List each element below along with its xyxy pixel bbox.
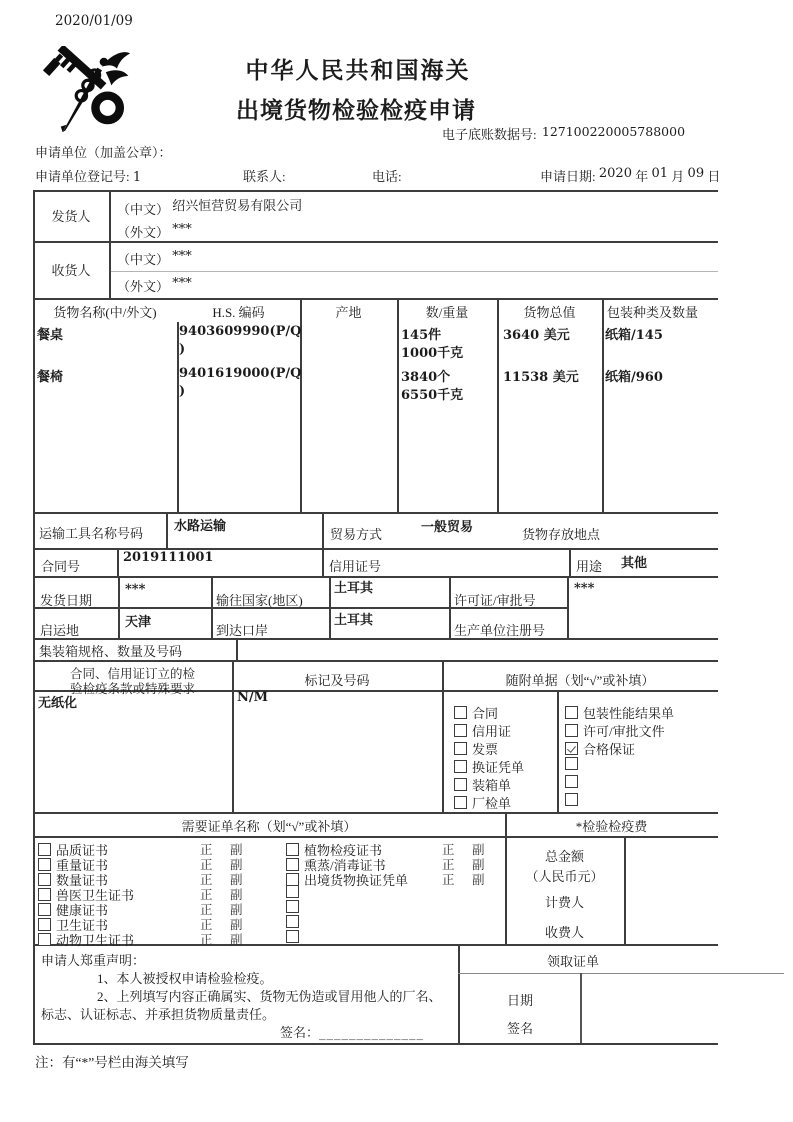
cert-option-label: 出境货物换证凭单 <box>304 873 409 888</box>
form-title: 中华人民共和国海关 <box>245 58 471 83</box>
vline-goods-4 <box>497 298 499 512</box>
phone-label: 电话: <box>372 169 402 184</box>
checkbox-icon[interactable] <box>565 775 578 788</box>
applicant-reg-label: 申请单位登记号: <box>35 169 130 184</box>
goods-row-qty2: 6550千克 <box>401 388 464 403</box>
pickup-header: 领取证单 <box>546 954 599 969</box>
line-declaration-top <box>33 944 718 946</box>
docs-header: 随附单据（划“√”或补填） <box>505 673 655 688</box>
line-consignor-consignee <box>33 241 718 243</box>
contract-label: 合同号 <box>41 559 81 574</box>
vline-docs-split <box>557 690 559 812</box>
departure-label: 启运地 <box>40 623 80 638</box>
cert-option-animal-sanitary[interactable] <box>38 930 243 949</box>
permit-value: *** <box>574 581 595 596</box>
trade-mode-label: 贸易方式 <box>330 527 383 542</box>
original-label: 正 <box>200 888 213 902</box>
goods-header-name: 货物名称(中/外文) <box>53 305 157 320</box>
pickup-vline <box>580 973 582 1043</box>
vline-contract-2 <box>322 548 324 576</box>
apply-date-label: 申请日期: <box>540 169 596 184</box>
signature-label: 签名： <box>280 1025 320 1040</box>
usage-label: 用途 <box>576 559 603 574</box>
fee-currency-label: （人民币元） <box>525 869 604 884</box>
marks-header: 标记及号码 <box>304 673 370 688</box>
checkbox-icon[interactable] <box>565 724 578 737</box>
line-transport-top <box>33 512 718 514</box>
cert-option-label: 数量证书 <box>56 873 109 888</box>
copy-label: 副 <box>230 858 243 872</box>
consignor-cn-line <box>117 199 302 218</box>
eledger-number: 127100220005788000 <box>541 124 686 139</box>
doc-option-packing-list[interactable] <box>454 775 511 794</box>
goods-row-qty1: 145件 <box>401 328 442 343</box>
clause-value: 无纸化 <box>38 695 78 710</box>
original-label: 正 <box>200 843 213 857</box>
consignee-label: 收货人 <box>51 263 91 278</box>
trade-mode-value: 一般贸易 <box>421 519 474 534</box>
original-label: 正 <box>442 858 455 872</box>
checkbox-icon[interactable] <box>454 760 467 773</box>
print-date: 2020/01/09 <box>55 13 133 29</box>
departure-value: 天津 <box>125 614 152 629</box>
cert-option-label: 熏蒸/消毒证书 <box>304 858 386 873</box>
checkbox-icon[interactable] <box>454 724 467 737</box>
eledger-label: 电子底账数据号: <box>442 127 537 142</box>
doc-option-permit-doc[interactable] <box>565 721 665 740</box>
fee-header: *检验检疫费 <box>575 819 648 834</box>
doc-option-label: 信用证 <box>472 724 512 739</box>
cert-option-label: 重量证书 <box>56 858 109 873</box>
contract-value: 2019111001 <box>123 550 214 565</box>
fee-collector-label: 收费人 <box>544 925 584 940</box>
copy-label: 副 <box>230 888 243 902</box>
dest-country-label: 输往国家(地区) <box>216 593 303 608</box>
consignor-fn-line <box>117 222 192 241</box>
arrival-value: 土耳其 <box>334 612 374 627</box>
marks-value: N/M <box>237 690 269 705</box>
vline-contract-3 <box>569 548 571 576</box>
doc-option-packaging-result[interactable] <box>565 703 674 722</box>
cert-option-label: 动物卫生证书 <box>56 933 135 948</box>
form-subtitle: 出境货物检验检疫申请 <box>236 98 476 123</box>
doc-option-label: 装箱单 <box>472 778 512 793</box>
goods-row-value: 11538 美元 <box>503 370 579 385</box>
vline-party-label <box>109 190 111 298</box>
eledger-line <box>442 124 685 143</box>
doc-option-label: 厂检单 <box>472 796 512 811</box>
line-shipdate-top <box>33 576 718 578</box>
apply-date-line <box>540 166 720 185</box>
vline-date-3 <box>329 576 331 638</box>
goods-row-hs2: ) <box>179 342 186 357</box>
apply-date-year: 2020 <box>598 166 632 181</box>
doc-option-blank[interactable] <box>565 775 583 791</box>
checkbox-icon[interactable] <box>286 900 299 913</box>
copy-label: 副 <box>472 858 485 872</box>
consignee-cn-line <box>117 249 192 268</box>
doc-option-lc[interactable] <box>454 721 511 740</box>
dest-country-value: 土耳其 <box>334 580 374 595</box>
checkbox-icon[interactable] <box>454 778 467 791</box>
doc-option-label: 合同 <box>472 706 499 721</box>
checkbox-icon[interactable] <box>565 793 578 806</box>
line-certs-content-top <box>33 836 718 838</box>
original-label: 正 <box>442 873 455 887</box>
clause-header-line1: 合同、信用证订立的检 <box>69 667 195 681</box>
vline-transport-2 <box>322 512 324 548</box>
consignor-cn-value: 绍兴恒营贸易有限公司 <box>172 198 303 213</box>
cert-option-exit-voucher[interactable] <box>286 870 485 889</box>
checkbox-icon[interactable] <box>286 930 299 943</box>
copy-label: 副 <box>472 873 485 887</box>
doc-option-voucher[interactable] <box>454 757 524 776</box>
checkbox-icon[interactable] <box>286 915 299 928</box>
goods-row-hs2: ) <box>179 384 186 399</box>
pickup-date-label: 日期 <box>507 993 534 1008</box>
doc-option-contract[interactable] <box>454 703 498 722</box>
producer-reg-label: 生产单位注册号 <box>454 623 546 638</box>
copy-label: 副 <box>230 918 243 932</box>
lc-label: 信用证号 <box>329 559 382 574</box>
copy-label: 副 <box>230 903 243 917</box>
clause-header-line2: 验检疫条款或特殊要求 <box>69 682 195 696</box>
month-char: 月 <box>671 169 685 184</box>
year-char: 年 <box>635 169 649 184</box>
certs-header: 需要证单名称（划“√”或补填） <box>181 819 357 834</box>
contact-label: 联系人: <box>243 169 286 184</box>
consignor-label: 发货人 <box>51 209 91 224</box>
cn-label: （中文） <box>117 202 170 217</box>
vline-date-5 <box>567 576 569 638</box>
cert-option-label: 健康证书 <box>56 903 109 918</box>
consignee-fn-value: *** <box>172 276 192 291</box>
line-certs-header-top <box>33 812 718 814</box>
checkbox-icon[interactable] <box>454 742 467 755</box>
applicant-reg-line <box>35 166 141 185</box>
storage-label: 货物存放地点 <box>522 527 601 542</box>
goods-row-hs: 9401619000(P/Q <box>179 366 302 381</box>
goods-row-qty1: 3840个 <box>401 370 451 385</box>
goods-header-qty: 数/重量 <box>425 305 469 320</box>
original-label: 正 <box>200 903 213 917</box>
doc-option-label: 许可/审批文件 <box>583 724 665 739</box>
doc-option-blank[interactable] <box>565 757 583 773</box>
cert-option-label: 卫生证书 <box>56 918 109 933</box>
line-goods-top <box>33 298 718 300</box>
table-border-top <box>33 190 718 192</box>
vehicle-label: 运输工具名称号码 <box>39 526 144 541</box>
arrival-label: 到达口岸 <box>216 623 269 638</box>
original-label: 正 <box>200 918 213 932</box>
signature-line <box>280 1022 424 1041</box>
doc-option-quality-guarantee[interactable] <box>565 739 635 758</box>
doc-option-blank[interactable] <box>565 793 583 809</box>
pickup-sign-label: 签名 <box>507 1021 534 1036</box>
cert-option-blank[interactable] <box>286 885 304 901</box>
checkbox-icon[interactable] <box>565 706 578 719</box>
checkbox-checked-icon[interactable] <box>565 742 578 755</box>
declaration-item2a: 2、上列填写内容正确属实、货物无伪造或冒用他人的厂名、 <box>97 989 442 1004</box>
goods-header-hs: H.S. 编码 <box>212 305 265 320</box>
signature-blank: ______________ <box>319 1026 425 1041</box>
declaration-title: 申请人郑重声明： <box>41 953 146 968</box>
doc-option-label: 合格保证 <box>583 742 636 757</box>
doc-option-label: 换证凭单 <box>472 760 525 775</box>
goods-header-packing: 包装种类及数量 <box>607 305 699 320</box>
declaration-item1: 1、本人被授权申请检验检疫。 <box>97 971 273 986</box>
ship-date-label: 发货日期 <box>40 593 93 608</box>
goods-row-hs: 9403609990(P/Q <box>179 324 302 339</box>
cert-option-label: 品质证书 <box>56 843 109 858</box>
cert-option-blank[interactable] <box>286 915 304 931</box>
consignor-fn-value: *** <box>172 222 192 237</box>
copy-label: 副 <box>230 873 243 887</box>
goods-row-qty2: 1000千克 <box>401 346 464 361</box>
customs-footnote: 注：有“*”号栏由海关填写 <box>35 1055 189 1070</box>
doc-option-label: 发票 <box>472 742 499 757</box>
vehicle-value: 水路运输 <box>174 518 227 533</box>
fee-total-label: 总金额 <box>544 849 584 864</box>
usage-value: 其他 <box>621 555 648 570</box>
cert-option-label: 兽医卫生证书 <box>56 888 135 903</box>
vline-contract-1 <box>117 548 119 576</box>
checkbox-icon[interactable] <box>565 757 578 770</box>
applicant-unit-label: 申请单位（加盖公章）： <box>35 145 172 160</box>
vline-container <box>236 638 238 660</box>
consignee-fn-line <box>117 276 192 295</box>
doc-option-factory-check[interactable] <box>454 793 511 812</box>
cert-option-label: 植物检疫证书 <box>304 843 383 858</box>
line-consignee-inner <box>109 271 718 272</box>
goods-header-value: 货物总值 <box>523 305 576 320</box>
form-table <box>33 190 718 1056</box>
cn-label: （中文） <box>117 252 170 267</box>
apply-date-day: 09 <box>687 166 705 181</box>
cert-option-blank[interactable] <box>286 900 304 916</box>
goods-header-origin: 产地 <box>335 305 362 320</box>
vline-date-2 <box>211 576 213 638</box>
fn-label: （外文） <box>117 279 170 294</box>
table-border-bottom <box>33 1043 718 1045</box>
copy-label: 副 <box>230 843 243 857</box>
declaration-item2b: 标志、认证标志、并承担货物质量责任。 <box>41 1007 276 1022</box>
original-label: 正 <box>200 858 213 872</box>
doc-option-invoice[interactable] <box>454 739 498 758</box>
day-char: 日 <box>707 169 721 184</box>
cert-option-blank[interactable] <box>286 930 304 946</box>
checkbox-icon[interactable] <box>454 706 467 719</box>
vline-date-4 <box>449 576 451 638</box>
permit-label: 许可证/审批号 <box>454 593 536 608</box>
vline-goods-3 <box>397 298 399 512</box>
original-label: 正 <box>200 873 213 887</box>
original-label: 正 <box>442 843 455 857</box>
container-label: 集装箱规格、数量及号码 <box>39 644 183 659</box>
line-container-top <box>33 638 718 640</box>
vline-goods-5 <box>602 298 604 512</box>
checkbox-icon[interactable] <box>286 885 299 898</box>
ship-date-value: *** <box>125 582 146 597</box>
apply-date-month: 01 <box>651 166 669 181</box>
doc-option-label: 包装性能结果单 <box>583 706 675 721</box>
goods-row-value: 3640 美元 <box>503 328 570 343</box>
goods-row-name: 餐桌 <box>37 327 64 342</box>
line-clause-header-top <box>33 660 718 662</box>
original-label: 正 <box>200 933 213 947</box>
fee-calculator-label: 计费人 <box>544 895 584 910</box>
goods-row-packing: 纸箱/145 <box>605 328 663 343</box>
applicant-reg-value: 1 <box>132 170 142 185</box>
vline-transport-1 <box>166 512 168 548</box>
vline-fee-inner <box>624 836 626 944</box>
fn-label: （外文） <box>117 225 170 240</box>
copy-label: 副 <box>230 933 243 947</box>
vline-date-1 <box>118 576 120 638</box>
goods-row-packing: 纸箱/960 <box>605 370 663 385</box>
checkbox-icon[interactable] <box>454 796 467 809</box>
consignee-cn-value: *** <box>172 249 192 264</box>
copy-label: 副 <box>472 843 485 857</box>
checkbox-icon[interactable] <box>38 933 51 946</box>
goods-row-name: 餐椅 <box>37 369 64 384</box>
pickup-underline <box>458 973 784 974</box>
